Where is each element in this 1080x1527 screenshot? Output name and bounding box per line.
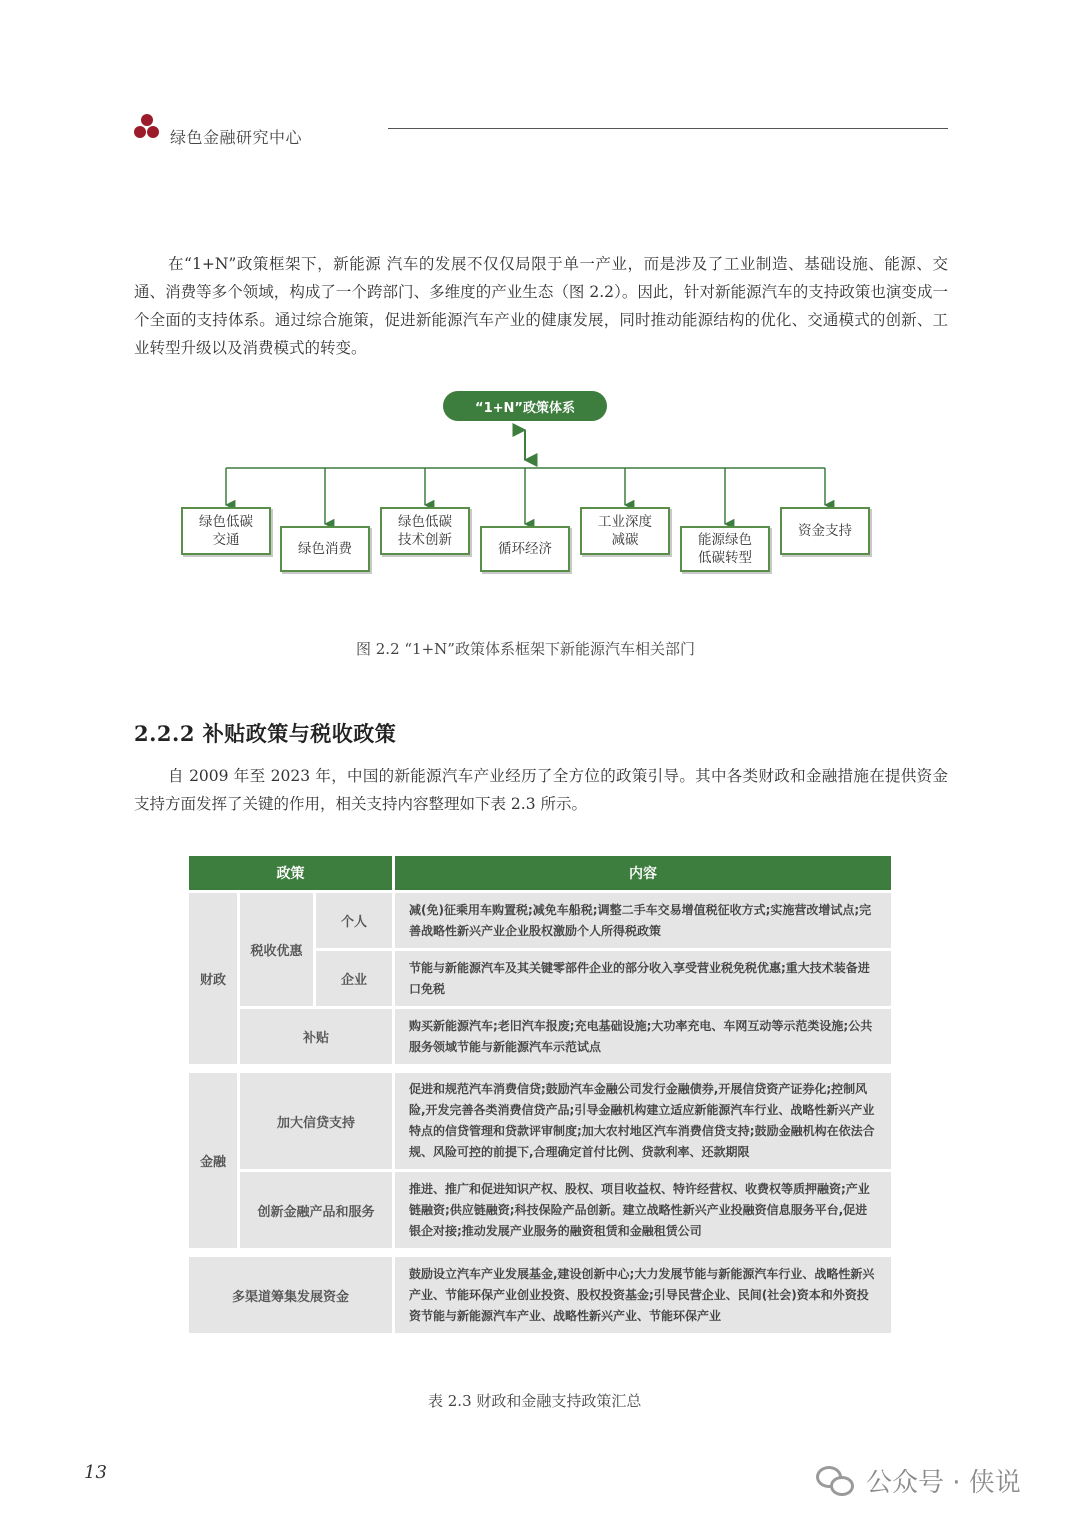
subcategory-subsidy: 补贴 — [240, 1009, 392, 1064]
wechat-watermark — [816, 1462, 1021, 1499]
table-header-content: 内容 — [395, 856, 891, 890]
content-tax-individual: 减(免)征乘用车购置税;减免车船税;调整二手车交易增值税征收方式;实施营改增试点;完善战略性新兴产业企业股权激励个人所得税政策 — [395, 893, 891, 948]
diagram-node-green-transport: 绿色低碳 交通 — [181, 507, 271, 555]
header-rule — [388, 128, 948, 129]
intro-paragraph: 在“1+N”政策框架下，新能源 汽车的发展不仅仅局限于单一产业，而是涉及了工业制造、基础设施、能源、交通、消费等多个领域，构成了一个跨部门、多维度的产业生态（图 2.2）。因此，针对新能源汽车的支持政策也演变成一个全面的支持体系。通过综合施策，促进新能源汽车产业的健康发展，同时推动能源结构的优化、交通模式的创新、工业转型升级以及消费模式的转变。 — [134, 255, 948, 357]
subcategory-credit: 加大信贷支持 — [240, 1073, 392, 1169]
diagram-root-node: “1+N”政策体系 — [443, 391, 607, 421]
subcategory-individual: 个人 — [316, 893, 392, 948]
content-tax-enterprise: 节能与新能源汽车及其关键零部件企业的部分收入享受营业税免税优惠;重大技术装备进口免税 — [395, 951, 891, 1006]
diagram-node-industrial-decarbonization: 工业深度 减碳 — [580, 507, 670, 555]
policy-table — [189, 856, 891, 1336]
category-fiscal: 财政 — [189, 893, 237, 1064]
section-heading: 2.2.2 补贴政策与税收政策 — [134, 721, 397, 746]
subcategory-enterprise: 企业 — [316, 951, 392, 1006]
content-fund: 鼓励设立汽车产业发展基金,建设创新中心;大力发展节能与新能源汽车行业、战略性新兴产业、节能环保产业创业投资、股权投资基金;引导民营企业、民间(社会)资本和外资投资节能与新能源汽车产业、战略性新兴产业、节能环保产业 — [395, 1257, 891, 1333]
content-innovation: 推进、推广和促进知识产权、股权、项目收益权、特许经营权、收费权等质押融资;产业链融资;供应链融资;科技保险产品创新。建立战略性新兴产业投融资信息服务平台,促进银企对接;推动发展产业服务的融资租赁和金融租赁公司 — [395, 1172, 891, 1248]
figure-caption: 图 2.2 “1+N”政策体系框架下新能源汽车相关部门 — [356, 640, 695, 658]
page-number: 13 — [84, 1462, 107, 1483]
table-header-policy: 政策 — [189, 856, 392, 890]
diagram-node-tech-innovation: 绿色低碳 技术创新 — [380, 507, 470, 555]
org-logo — [134, 114, 160, 144]
table-caption: 表 2.3 财政和金融支持政策汇总 — [428, 1392, 642, 1410]
content-subsidy: 购买新能源汽车;老旧汽车报废;充电基础设施;大功率充电、车网互动等示范类设施;公共服务领域节能与新能源汽车示范试点 — [395, 1009, 891, 1064]
watermark-text: 公众号 · 侠说 — [866, 1468, 1021, 1498]
diagram-node-circular-economy: 循环经济 — [480, 526, 570, 572]
diagram-node-green-consumption: 绿色消费 — [280, 526, 370, 572]
category-finance: 金融 — [189, 1073, 237, 1248]
diagram-node-energy-transition: 能源绿色 低碳转型 — [680, 526, 770, 572]
diagram-node-funding-support: 资金支持 — [780, 507, 870, 555]
header-org-name: 绿色金融研究中心 — [170, 128, 303, 147]
wechat-icon — [816, 1464, 856, 1498]
section-paragraph: 自 2009 年至 2023 年，中国的新能源汽车产业经历了全方位的政策引导。其中各类财政和金融措施在提供资金支持方面发挥了关键的作用，相关支持内容整理如下表 2.3 所示。 — [134, 767, 948, 813]
subcategory-tax: 税收优惠 — [240, 893, 313, 1006]
subcategory-innovation: 创新金融产品和服务 — [240, 1172, 392, 1248]
content-credit: 促进和规范汽车消费信贷;鼓励汽车金融公司发行金融债券,开展信贷资产证券化;控制风险,开发完善各类消费信贷产品;引导金融机构建立适应新能源汽车行业、战略性新兴产业特点的信贷管理和贷款评审制度;加大农村地区汽车消费信贷支持;鼓励金融机构在依法合规、风险可控的前提下,合理确定首付比例、贷款利率、还款期限 — [395, 1073, 891, 1169]
category-fund: 多渠道筹集发展资金 — [189, 1257, 392, 1333]
